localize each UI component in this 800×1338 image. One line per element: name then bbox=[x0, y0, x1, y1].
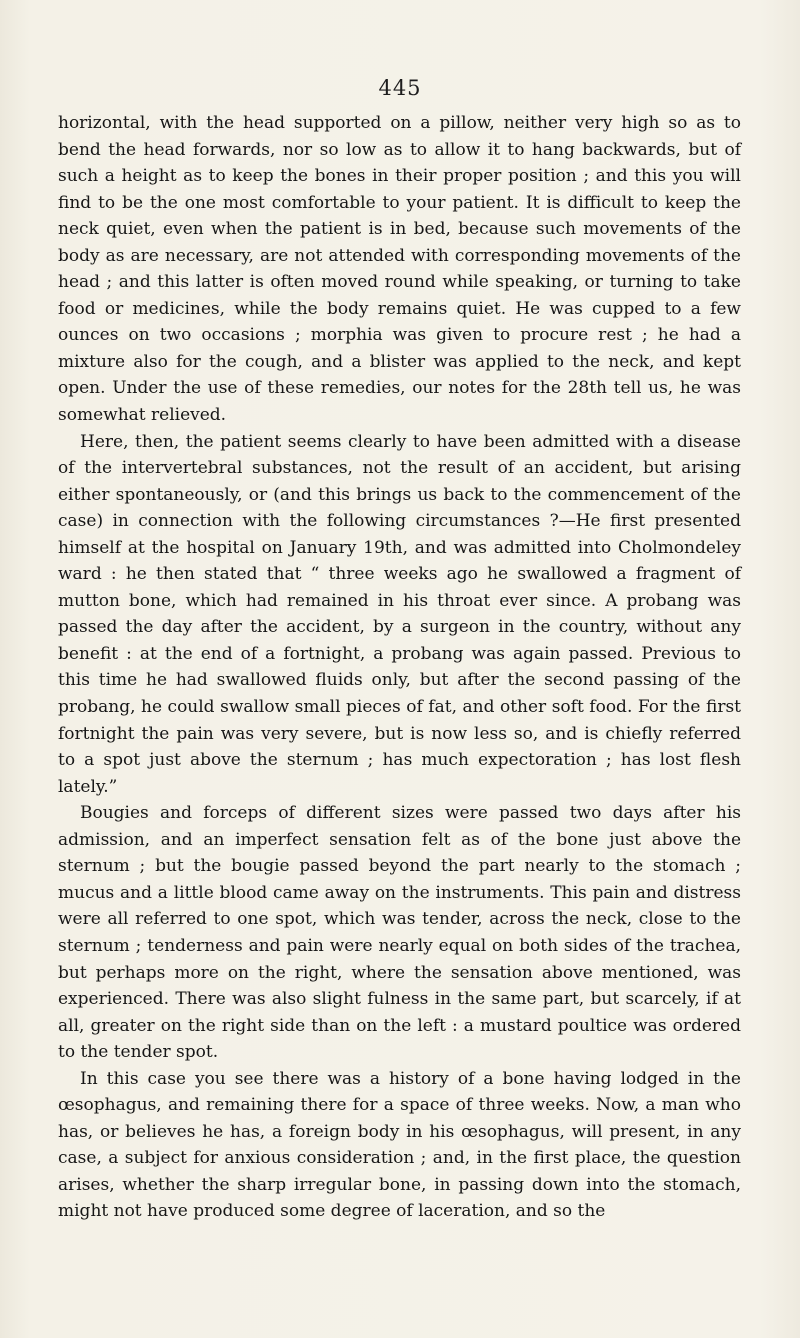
paragraph-1: horizontal, with the head supported on a pillow, neither very high so as to bend the head forwards, nor so low as to allow it to hang backwards, but of such a height as to keep the bones in their proper position ; and this you will find to be the one most comfortable to your patient. It is difficult to keep the neck quiet, even when the patient is in bed, because such movements of the body as are necessary, are not attended with corresponding movements of the head ; and this latter is often moved round while speaking, or turning to take food or medicines, while the body remains quiet. He was cupped to a few ounces on two occasions ; morphia was given to procure rest ; he had a mixture also for the cough, and a blister was applied to the neck, and kept open. Under the use of these remedies, our notes for the 28th tell us, he was somewhat relieved. bbox=[58, 113, 741, 426]
page-number: 445 bbox=[378, 76, 422, 100]
paragraph-4: In this case you see there was a history of a bone having lodged in the œsophagus, and remaining there for a space of three weeks. Now, a man who has, or believes he has, a foreign body in his œsophagus, will present, in any case, a subject for anxious consideration ; and, in the first place, the question arises, whether the sharp irregular bone, in passing down into the stomach, might not have produced some degree of laceration, and so the bbox=[58, 1068, 741, 1222]
paragraph-3: Bougies and forceps of different sizes were passed two days after his admission, and an imperfect sensation felt as of the bone just above the sternum ; but the bougie passed beyond the part nearly to the stomach ; mucus and a little blood came away on the instruments. This pain and distress were all referred to one spot, which was tender, across the neck, close to the sternum ; tenderness and pain were nearly equal on both sides of the trachea, but perhaps more on the right, where the sensation above mentioned, was experienced. There was also slight fulness in the same part, but scarcely, if at all, greater on the right side than on the left : a mustard poultice was ordered to the tender spot. bbox=[58, 803, 741, 1063]
paragraph-2: Here, then, the patient seems clearly to have been admitted with a disease of the intervertebral substances, not the result of an accident, but arising either spontaneously, or (and this brings us back to the commencement of the case) in connection with the following circumstances ?—He first presented himself at the hospital on January 19th, and was admitted into Cholmondeley ward : he then stated that “ three weeks ago he swallowed a fragment of mutton bone, which had remained in his throat ever since. A probang was passed the day after the accident, by a surgeon in the country, without any benefit : at the end of a fortnight, a probang was again passed. Previous to this time he had swallowed fluids only, but after the second passing of the probang, he could swallow small pieces of fat, and other soft food. For the first fortnight the pain was very severe, but is now less so, and is chiefly referred to a spot just above the sternum ; has much expectoration ; has lost flesh lately.” bbox=[58, 431, 741, 797]
page-body bbox=[58, 110, 741, 1225]
